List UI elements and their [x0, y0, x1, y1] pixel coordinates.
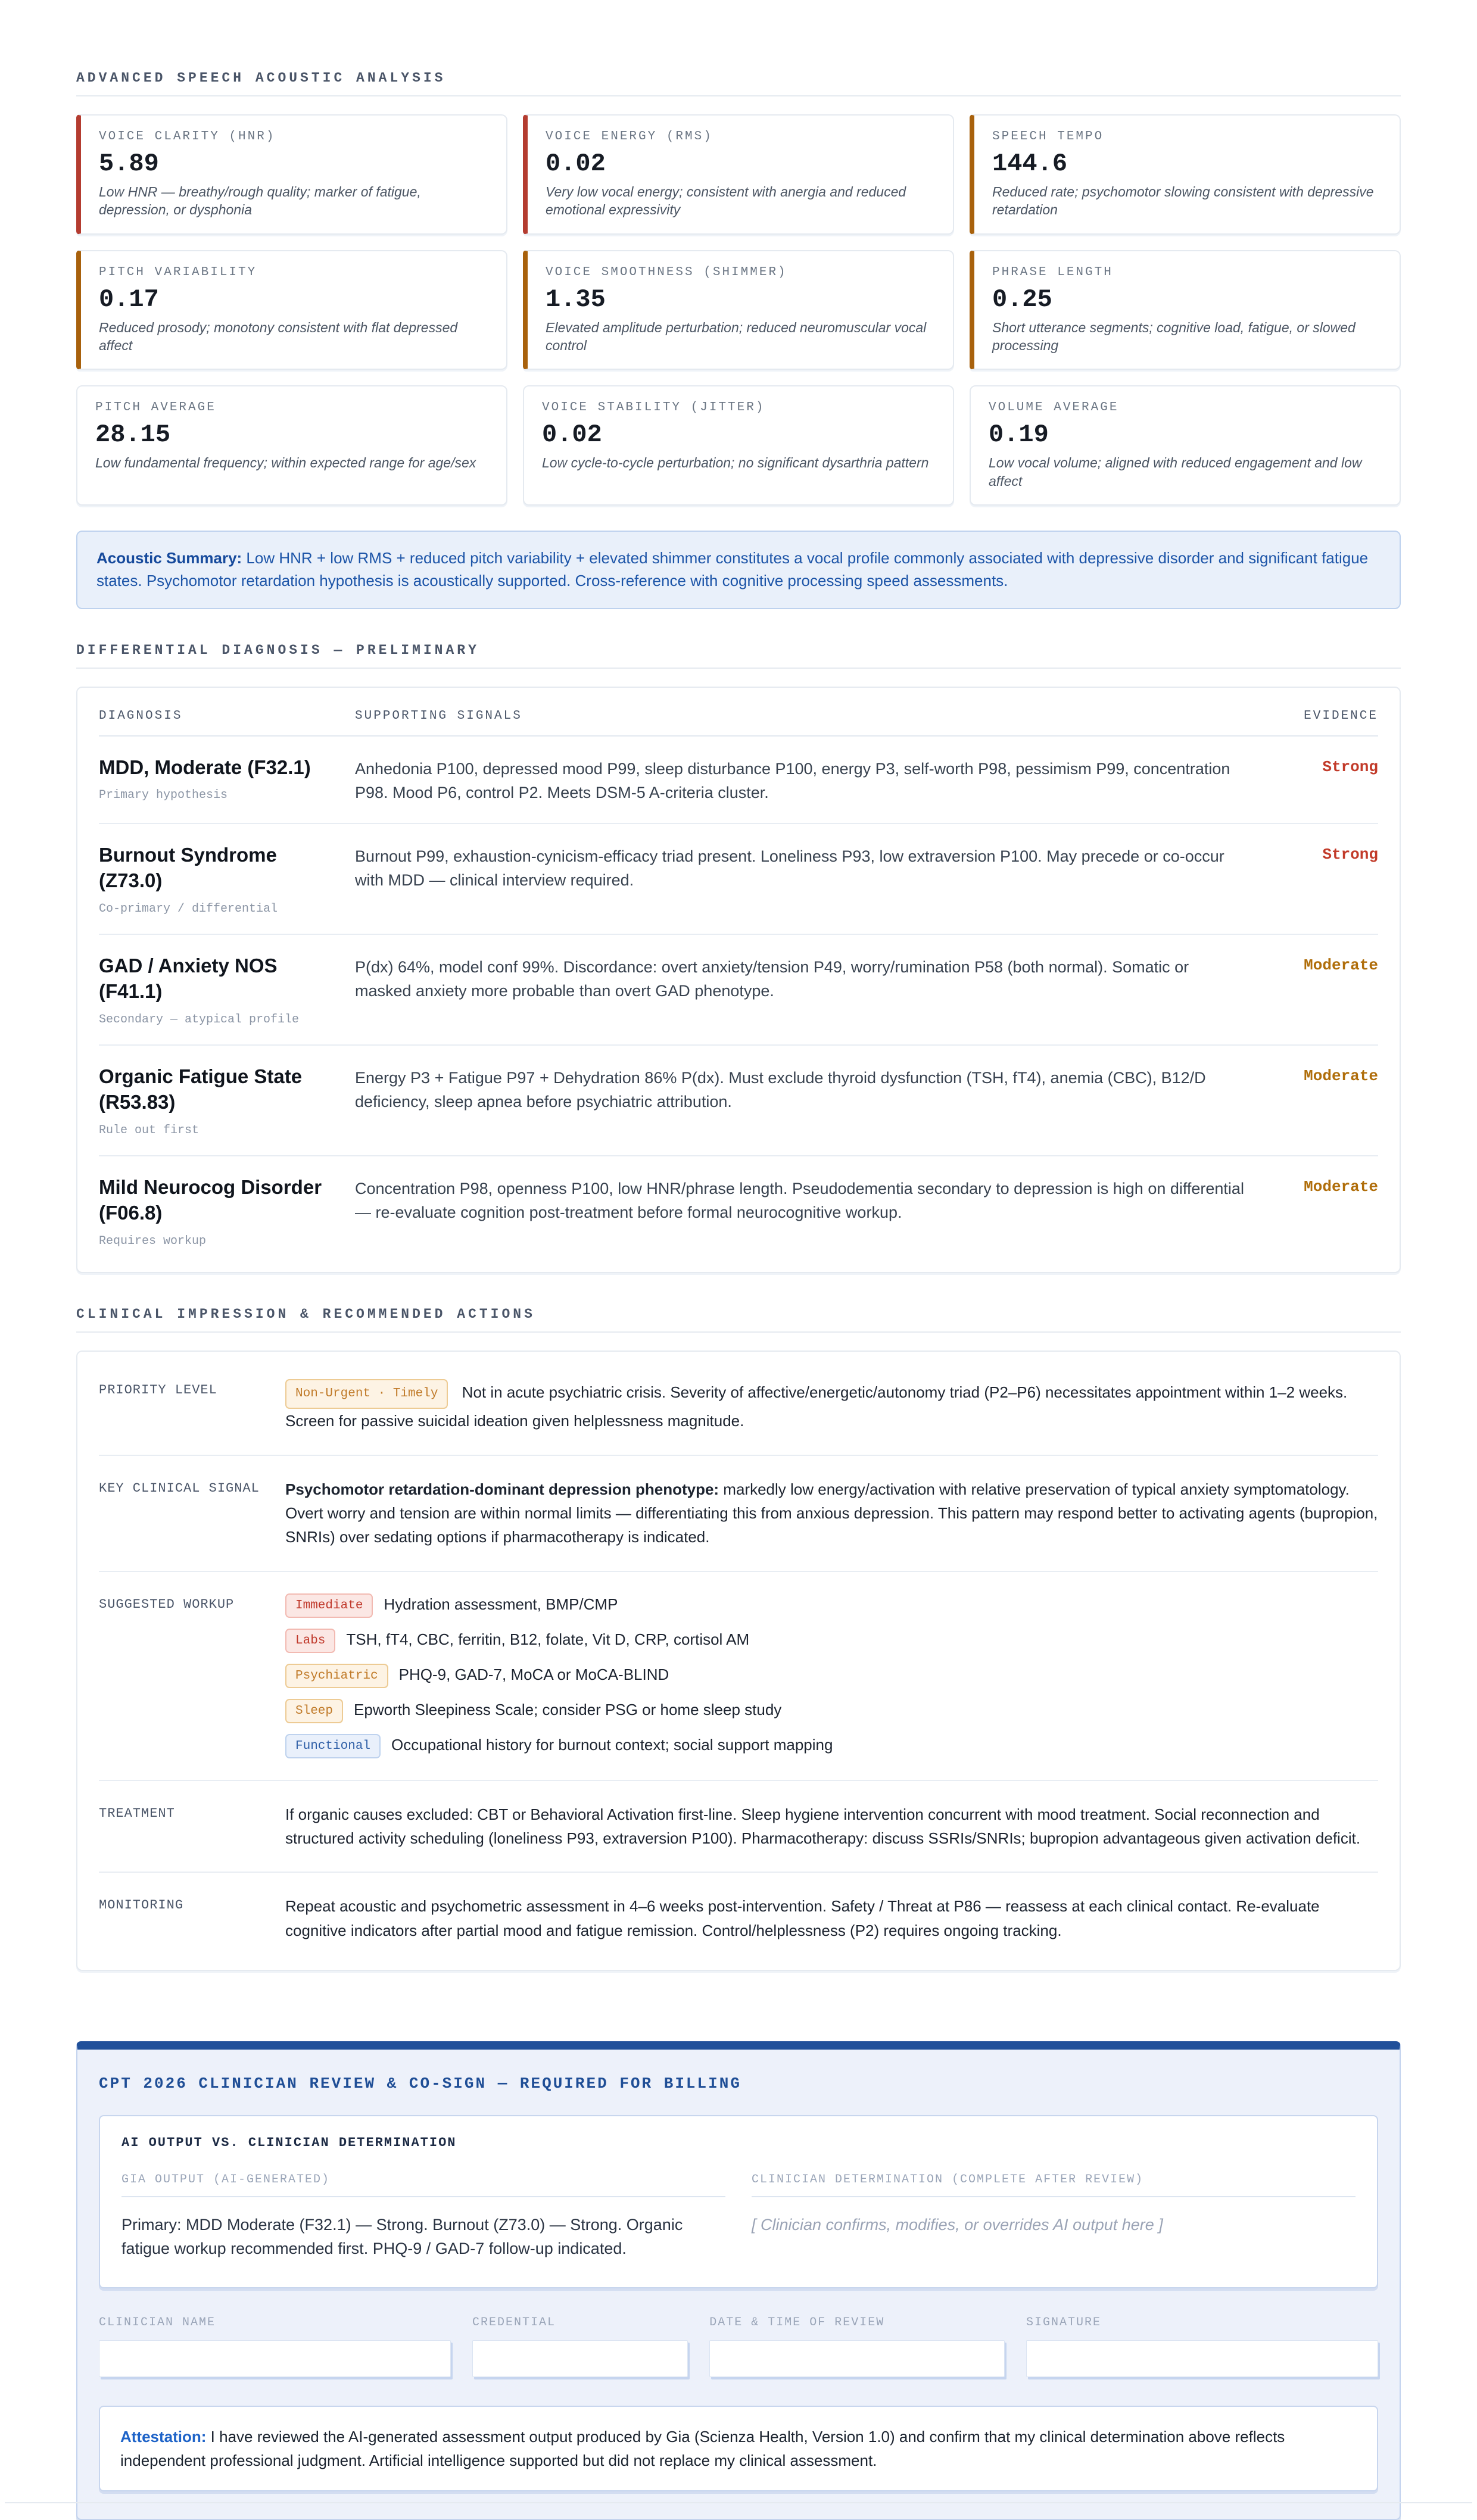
acoustic-summary-text: Low HNR + low RMS + reduced pitch variability + elevated shimmer constitutes a vocal profile commonly associated with depressive disorder and significant fatigue states. Psychomotor retardation hypothesis is acoustically supported. Cross-reference with cognitive processing speed assessments. — [96, 549, 1369, 590]
metric-description: Short utterance segments; cognitive load, fatigue, or slowed processing — [992, 319, 1356, 354]
diagnosis-table — [76, 687, 1401, 1273]
workup-item — [285, 1664, 1378, 1688]
metric-value: 0.02 — [546, 149, 606, 178]
clinician-name-input[interactable] — [99, 2340, 451, 2377]
column-header-evidence: EVIDENCE — [1304, 709, 1378, 723]
workup-badge-immediate: Immediate — [285, 1593, 373, 1618]
workup-text: TSH, fT4, CBC, ferritin, B12, folate, Vit D, CRP, cortisol AM — [346, 1630, 750, 1648]
review-datetime-input[interactable] — [709, 2340, 1005, 2377]
priority-row — [99, 1358, 1378, 1456]
evidence-badge: Moderate — [1304, 1066, 1378, 1085]
workup-item — [285, 1593, 1378, 1618]
diagnosis-table-header — [99, 693, 1378, 737]
metric-description: Low vocal volume; aligned with reduced engagement and low affect — [989, 455, 1362, 489]
page-bottom-divider — [5, 2502, 1472, 2503]
workup-item — [285, 1699, 1378, 1723]
metric-value: 1.35 — [546, 285, 606, 314]
monitoring-text: Repeat acoustic and psychometric assessment in 4–6 weeks post-intervention. Safety / Threat at P86 — reassess at each clinical contact. Re-evaluate cognitive indicators after partial mood and fatigue remission. Control/helplessness (P2) requires ongoing tracking. — [285, 1897, 1320, 1939]
cpt-review-title: CPT 2026 CLINICIAN REVIEW & CO-SIGN — REQUIRED FOR BILLING — [99, 2074, 741, 2092]
workup-badge-functional: Functional — [285, 1734, 381, 1758]
metric-description: Very low vocal energy; consistent with anergia and reduced emotional expressivity — [546, 184, 906, 218]
diagnosis-signals: Concentration P98, openness P100, low HNR/phrase length. Pseudodementia secondary to depression is high on differential — re-evaluate cognition post-treatment before formal neurocognitive workup. — [355, 1179, 1244, 1222]
treatment-row — [99, 1781, 1378, 1873]
cpt-review-panel — [76, 2041, 1401, 2520]
credential-label: CREDENTIAL — [472, 2315, 556, 2329]
key-signal-headline: Psychomotor retardation-dominant depression phenotype: — [285, 1480, 719, 1498]
signature-label: SIGNATURE — [1026, 2315, 1101, 2329]
credential-input[interactable] — [472, 2340, 688, 2377]
workup-text: Hydration assessment, BMP/CMP — [384, 1595, 618, 1613]
evidence-badge: Moderate — [1304, 1177, 1378, 1196]
evidence-badge: Strong — [1322, 757, 1378, 776]
workup-badge-psychiatric: Psychiatric — [285, 1664, 388, 1688]
attestation-text: I have reviewed the AI-generated assessment output produced by Gia (Scienza Health, Version 1.0) and confirm that my clinical determination above reflects independent professional judgment. Artificial intelligence supported but did not replace my clinical assessment. — [120, 2427, 1285, 2470]
ai-vs-clinician-card — [99, 2115, 1378, 2288]
metric-label: VOICE ENERGY (RMS) — [546, 130, 713, 144]
workup-item — [285, 1629, 1378, 1653]
table-row — [99, 737, 1378, 824]
diagnosis-signals: P(dx) 64%, model conf 99%. Discordance: overt anxiety/tension P49, worry/rumination P58 (both normal). Somatic or masked anxiety more probable than overt GAD phenotype. — [355, 958, 1189, 1000]
metric-value: 0.25 — [992, 285, 1052, 314]
treatment-label: TREATMENT — [99, 1805, 175, 1821]
diagnosis-name: Burnout Syndrome (Z73.0) — [99, 843, 277, 892]
attestation-label: Attestation: — [120, 2427, 207, 2446]
workup-text: Epworth Sleepiness Scale; consider PSG or home sleep study — [354, 1700, 782, 1719]
key-signal-text: markedly low energy/activation with relative preservation of typical anxiety symptomatology. Overt worry and tension are within normal limits — differentiating this from anxious depression. This pattern may respond better to activating agents (bupropion, SNRIs) over sedating options if pharmacotherapy is indicated. — [285, 1480, 1378, 1546]
clinician-determination-field[interactable]: [ Clinician confirms, modifies, or overrides AI output here ] — [752, 2215, 1163, 2234]
metric-label: VOLUME AVERAGE — [989, 401, 1119, 415]
column-header-signals: SUPPORTING SIGNALS — [355, 709, 522, 723]
priority-text: Not in acute psychiatric crisis. Severity of affective/energetic/autonomy triad (P2–P6) necessitates appointment within 1–2 weeks. Screen for passive suicidal ideation given helplessness magnitude. — [285, 1383, 1348, 1430]
diagnosis-signals: Energy P3 + Fatigue P97 + Dehydration 86% P(dx). Must exclude thyroid dysfunction (TSH, fT4), anemia (CBC), B12/D deficiency, sleep apnea before psychiatric attribution. — [355, 1068, 1206, 1111]
metric-label: PITCH AVERAGE — [95, 401, 216, 415]
table-row — [99, 1046, 1378, 1156]
priority-badge: Non-Urgent · Timely — [285, 1379, 448, 1409]
gia-output-column — [121, 2173, 725, 2261]
diagnosis-name: Organic Fatigue State (R53.83) — [99, 1065, 303, 1114]
metric-description: Low HNR — breathy/rough quality; marker of fatigue, depression, or dysphonia — [99, 184, 421, 218]
diagnosis-subtitle: Secondary — atypical profile — [99, 1012, 300, 1027]
workup-text: PHQ-9, GAD-7, MoCA or MoCA-BLIND — [398, 1665, 669, 1683]
priority-label: PRIORITY LEVEL — [99, 1382, 217, 1398]
metric-description: Low fundamental frequency; within expected range for age/sex — [95, 455, 476, 471]
metric-card-rms — [523, 114, 954, 235]
metric-description: Elevated amplitude perturbation; reduced neuromuscular vocal control — [546, 319, 927, 354]
diagnosis-subtitle: Co-primary / differential — [99, 902, 278, 916]
column-header-diagnosis: DIAGNOSIS — [99, 709, 183, 723]
metric-label: VOICE CLARITY (HNR) — [99, 130, 276, 144]
impression-section-title: CLINICAL IMPRESSION & RECOMMENDED ACTIONS — [76, 1306, 1401, 1333]
impression-card — [76, 1351, 1401, 1971]
metric-card-hnr — [76, 114, 507, 235]
diagnosis-name: Mild Neurocog Disorder (F06.8) — [99, 1175, 322, 1224]
diagnosis-subtitle: Primary hypothesis — [99, 788, 228, 803]
diagnosis-subtitle: Rule out first — [99, 1123, 200, 1137]
metric-label: SPEECH TEMPO — [992, 130, 1104, 144]
diagnosis-signals: Burnout P99, exhaustion-cynicism-efficacy triad present. Loneliness P93, low extraversion P100. May precede or co-occur with MDD — clinical interview required. — [355, 847, 1224, 890]
workup-badge-labs: Labs — [285, 1629, 335, 1653]
metric-value: 0.17 — [99, 285, 159, 314]
cosign-fields — [99, 2316, 1378, 2377]
metric-card-shimmer — [523, 250, 954, 370]
compare-title: AI OUTPUT VS. CLINICIAN DETERMINATION — [121, 2135, 457, 2150]
metric-value: 144.6 — [992, 149, 1068, 178]
metric-card-phrase-length — [970, 250, 1401, 370]
gia-output-text: Primary: MDD Moderate (F32.1) — Strong. Burnout (Z73.0) — Strong. Organic fatigue workup recommended first. PHQ-9 / GAD-7 follow-up indicated. — [121, 2215, 683, 2258]
evidence-badge: Strong — [1322, 845, 1378, 863]
metric-label: VOICE SMOOTHNESS (SHIMMER) — [546, 265, 787, 279]
metric-label: PITCH VARIABILITY — [99, 265, 257, 279]
workup-text: Occupational history for burnout context; social support mapping — [391, 1735, 833, 1754]
metric-card-jitter — [523, 385, 954, 506]
table-row — [99, 935, 1378, 1046]
metric-description: Low cycle-to-cycle perturbation; no significant dysarthria pattern — [542, 455, 929, 471]
metric-value: 0.19 — [989, 420, 1049, 450]
acoustic-summary-callout — [76, 531, 1401, 609]
key-signal-label: KEY CLINICAL SIGNAL — [99, 1480, 260, 1496]
table-row — [99, 824, 1378, 935]
diagnosis-subtitle: Requires workup — [99, 1234, 207, 1248]
metric-value: 0.02 — [542, 420, 602, 450]
metric-description: Reduced prosody; monotony consistent with flat depressed affect — [99, 319, 458, 354]
monitoring-row — [99, 1873, 1378, 1964]
monitoring-label: MONITORING — [99, 1898, 184, 1913]
metric-card-pitch-variability — [76, 250, 507, 370]
workup-badge-sleep: Sleep — [285, 1699, 343, 1723]
diagnosis-section-title: DIFFERENTIAL DIAGNOSIS — PRELIMINARY — [76, 643, 1401, 669]
diagnosis-name: GAD / Anxiety NOS (F41.1) — [99, 954, 278, 1003]
acoustic-metrics-grid — [76, 114, 1401, 506]
workup-label: SUGGESTED WORKUP — [99, 1596, 235, 1612]
workup-row — [99, 1572, 1378, 1781]
table-row — [99, 1156, 1378, 1266]
clinician-determination-column — [752, 2173, 1356, 2261]
metric-description: Reduced rate; psychomotor slowing consistent with depressive retardation — [992, 184, 1374, 218]
metric-card-volume-average — [970, 385, 1401, 506]
gia-output-label: GIA OUTPUT (AI-GENERATED) — [121, 2173, 725, 2197]
clinician-name-label: CLINICIAN NAME — [99, 2315, 216, 2329]
evidence-badge: Moderate — [1304, 956, 1378, 974]
review-datetime-group — [709, 2316, 1005, 2377]
treatment-text: If organic causes excluded: CBT or Behavioral Activation first-line. Sleep hygiene intervention concurrent with mood treatment. Social reconnection and structured activity scheduling (loneliness P93, extraversion P100). Pharmacotherapy: discuss SSRIs/SNRIs; bupropion advantageous given activation deficit. — [285, 1805, 1361, 1847]
attestation-box — [99, 2406, 1378, 2492]
clinician-name-group — [99, 2316, 451, 2377]
acoustic-summary-label: Acoustic Summary: — [96, 549, 242, 567]
acoustic-section-title: ADVANCED SPEECH ACOUSTIC ANALYSIS — [76, 70, 1401, 96]
metric-value: 28.15 — [95, 420, 171, 450]
metric-label: PHRASE LENGTH — [992, 265, 1113, 279]
diagnosis-signals: Anhedonia P100, depressed mood P99, sleep disturbance P100, energy P3, self-worth P98, pessimism P99, concentration P98. Mood P6, control P2. Meets DSM-5 A-criteria cluster. — [355, 759, 1230, 802]
review-datetime-label: DATE & TIME OF REVIEW — [709, 2315, 885, 2329]
metric-value: 5.89 — [99, 149, 159, 178]
metric-label: VOICE STABILITY (JITTER) — [542, 401, 765, 415]
credential-group — [472, 2316, 688, 2377]
key-signal-row — [99, 1456, 1378, 1572]
diagnosis-name: MDD, Moderate (F32.1) — [99, 756, 311, 778]
clinician-determination-label: CLINICIAN DETERMINATION (COMPLETE AFTER REVIEW) — [752, 2173, 1356, 2197]
metric-card-tempo — [970, 114, 1401, 235]
metric-card-pitch-average — [76, 385, 507, 506]
workup-item — [285, 1734, 1378, 1758]
signature-input[interactable] — [1026, 2340, 1378, 2377]
signature-group — [1026, 2316, 1378, 2377]
